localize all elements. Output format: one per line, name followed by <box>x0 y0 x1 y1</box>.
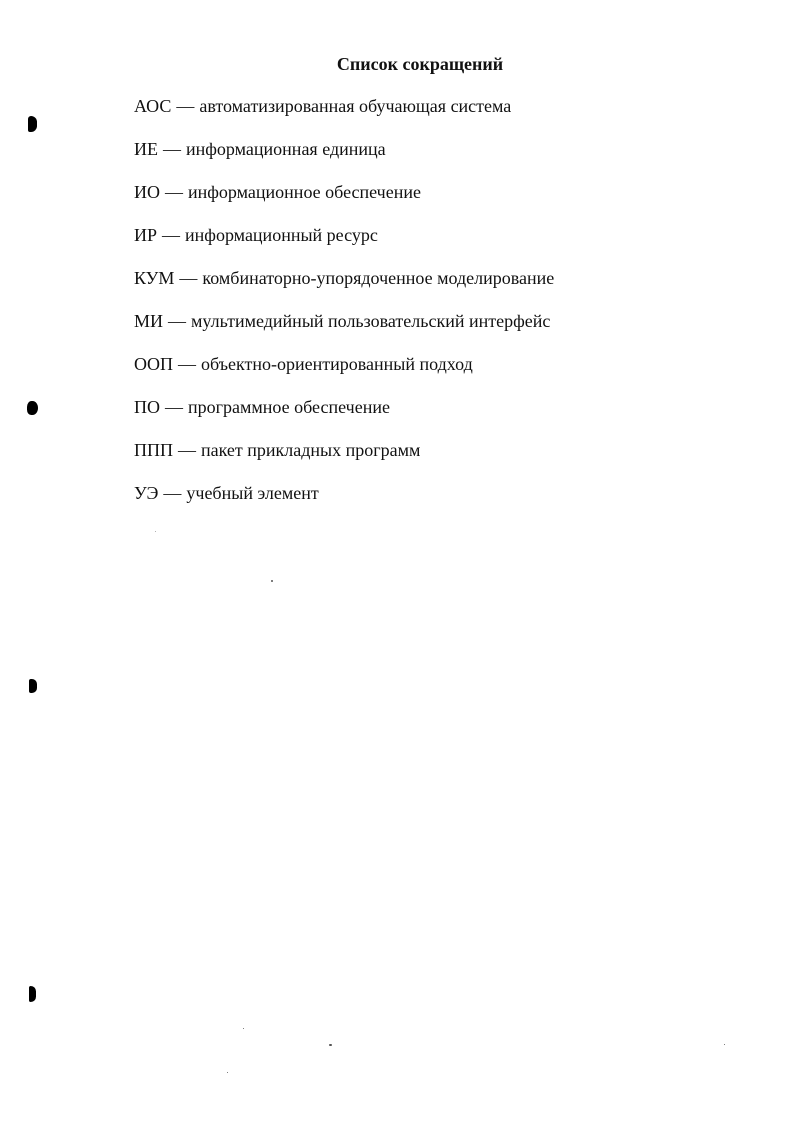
binder-hole-mark <box>28 116 37 132</box>
abbreviation-definition: учебный элемент <box>186 483 319 503</box>
abbreviation-definition: информационный ресурс <box>185 225 378 245</box>
dash: — <box>168 311 187 331</box>
abbreviation-list <box>134 94 554 524</box>
abbreviation-term: ИО <box>134 182 160 202</box>
list-item <box>134 94 554 137</box>
abbreviation-term: ИЕ <box>134 139 158 159</box>
list-item <box>134 309 554 352</box>
list-item <box>134 180 554 223</box>
abbreviation-definition: программное обеспечение <box>188 397 390 417</box>
list-item <box>134 481 554 524</box>
dash: — <box>176 96 195 116</box>
abbreviation-term: УЭ <box>134 483 159 503</box>
abbreviation-definition: мультимедийный пользовательский интерфейс <box>191 311 551 331</box>
scan-speck <box>227 1072 228 1073</box>
list-item <box>134 137 554 180</box>
abbreviation-definition: информационная единица <box>186 139 386 159</box>
abbreviation-definition: комбинаторно-упорядоченное моделирование <box>202 268 555 288</box>
list-item <box>134 438 554 481</box>
dash: — <box>165 182 183 202</box>
list-item <box>134 223 554 266</box>
dash: — <box>178 354 196 374</box>
scan-speck <box>329 1044 332 1046</box>
abbreviation-term: АОС <box>134 96 172 116</box>
abbreviation-term: ИР <box>134 225 158 245</box>
abbreviation-definition: автоматизированная обучающая система <box>199 96 512 116</box>
abbreviation-term: ППП <box>134 440 173 460</box>
abbreviation-term: ООП <box>134 354 173 374</box>
scan-speck <box>155 531 156 532</box>
binder-hole-mark <box>27 401 38 415</box>
list-item <box>134 352 554 395</box>
abbreviation-term: МИ <box>134 311 164 331</box>
abbreviation-term: КУМ <box>134 268 175 288</box>
abbreviation-definition: информационное обеспечение <box>188 182 421 202</box>
dash: — <box>178 440 196 460</box>
abbreviation-definition: пакет прикладных программ <box>201 440 421 460</box>
page-title: Список сокращений <box>336 54 504 74</box>
binder-hole-mark <box>29 679 37 693</box>
scan-speck <box>724 1044 725 1045</box>
scan-speck <box>243 1028 244 1029</box>
binder-hole-mark <box>29 986 36 1002</box>
dash: — <box>163 139 181 159</box>
dash: — <box>162 225 181 245</box>
list-item <box>134 266 554 309</box>
scan-speck <box>271 580 273 582</box>
dash: — <box>179 268 198 288</box>
list-item <box>134 395 554 438</box>
dash: — <box>163 483 182 503</box>
abbreviation-term: ПО <box>134 397 160 417</box>
dash: — <box>165 397 183 417</box>
abbreviation-definition: объектно-ориентированный подход <box>201 354 473 374</box>
